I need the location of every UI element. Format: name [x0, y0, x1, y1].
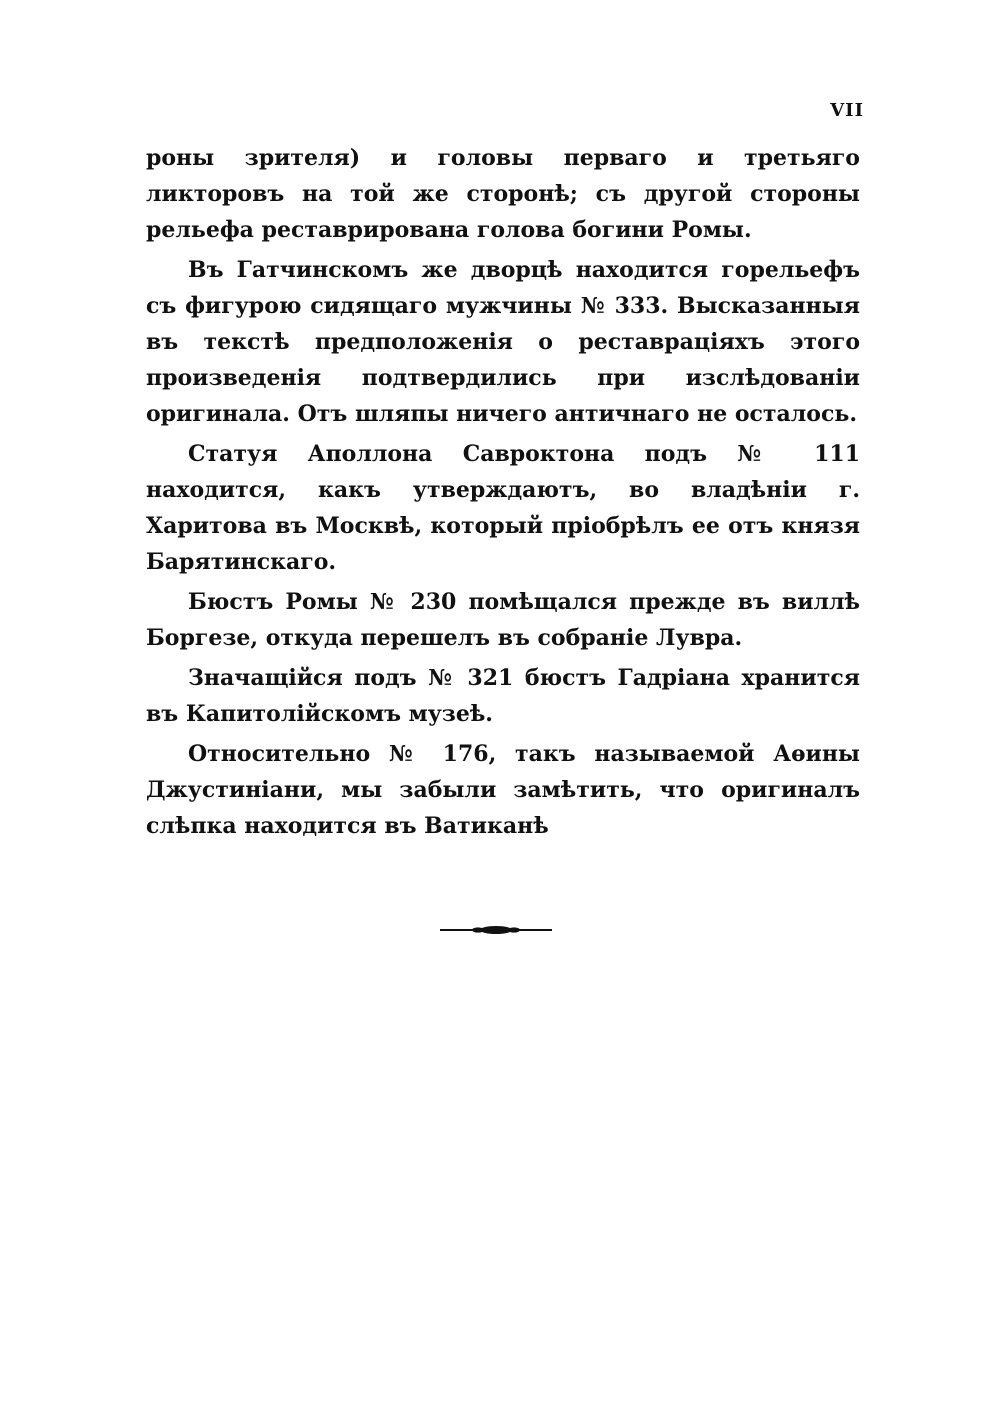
page-number: VII: [830, 100, 864, 121]
ornament-divider-icon: [440, 920, 552, 940]
body-text: [146, 140, 860, 848]
paragraph-apollo-statue: Статуя Аполлона Савроктона подъ № 111 находится, какъ утверждаютъ, во владѣніи г. Харитова въ Москвѣ, который пріобрѣлъ ее отъ князя Барятинскаго.: [146, 441, 860, 575]
paragraph-athena-giustiniani: Относительно № 176, такъ называемой Аѳины Джустиніани, мы забыли замѣтить, что оригиналъ слѣпка находится въ Ватиканѣ: [146, 741, 860, 839]
paragraph-roma-bust: Бюстъ Ромы № 230 помѣщался прежде въ виллѣ Боргезе, откуда перешелъ въ собраніе Лувра.: [146, 589, 860, 651]
paragraph-gatchina-relief: Въ Гатчинскомъ же дворцѣ находится горельефъ съ фигурою сидящаго мужчины № 333. Высказанныя въ текстѣ предположенія о реставраціяхъ этого произведенія подтвердились при изслѣдованіи оригинала. Отъ шляпы ничего античнаго не осталось.: [146, 257, 860, 427]
paragraph-continuation: роны зрителя) и головы перваго и третьяго ликторовъ на той же сторонѣ; съ другой стороны рельефа реставрирована голова богини Ромы.: [146, 145, 860, 243]
paragraph-hadrian-bust: Значащійся подъ № 321 бюстъ Гадріана хранится въ Капитолійскомъ музеѣ.: [146, 665, 860, 727]
